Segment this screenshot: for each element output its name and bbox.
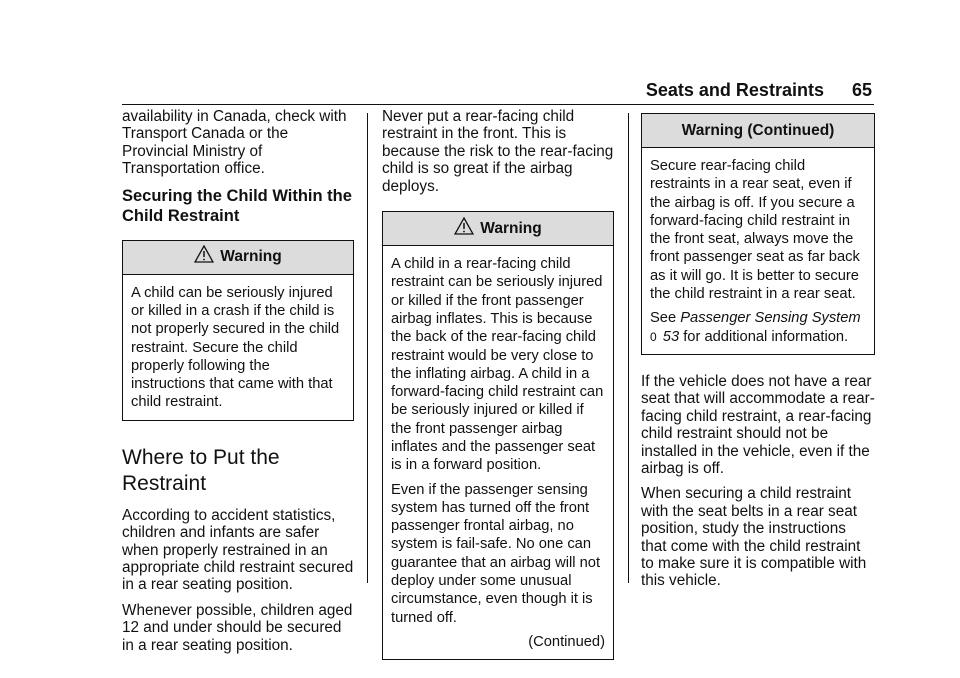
warning-body bbox=[383, 246, 613, 659]
continued-label: (Continued) bbox=[528, 633, 605, 650]
intro-paragraph: Never put a rear-facing child restraint in the front. This is because the risk to the rear-facing child is so great if the airbag deploys. bbox=[382, 108, 614, 195]
page-reference[interactable]: 53 bbox=[662, 328, 680, 345]
section-title: Seats and Restraints bbox=[645, 80, 824, 100]
passenger-sensing-link[interactable]: Passenger Sensing System bbox=[680, 310, 861, 327]
column-divider-2 bbox=[628, 113, 629, 583]
warning-header bbox=[123, 241, 353, 275]
warning-box bbox=[382, 211, 614, 660]
paragraph-statistics: According to accident statistics, children and infants are safer when properly restrained in an appropriate child restraint secured in a rear seating position. bbox=[122, 506, 354, 594]
column-2 bbox=[382, 108, 614, 660]
warning-box-continued bbox=[641, 113, 875, 355]
see-reference bbox=[650, 309, 866, 346]
warning-triangle-icon bbox=[454, 217, 474, 235]
warning-title: Warning bbox=[480, 219, 542, 237]
column-1 bbox=[122, 108, 354, 662]
warning-paragraph-1: Secure rear-facing child restraints in a rear seat, even if the airbag is off. If you secure a forward-facing child restraint in the front seat, always move the front passenger seat as far back as it will go. It is better to secure the child restraint in a rear seat. bbox=[650, 158, 860, 303]
warning-triangle-icon bbox=[194, 245, 214, 263]
intro-paragraph: availability in Canada, check with Transport Canada or the Provincial Ministry of Transportation office. bbox=[122, 108, 347, 178]
paragraph-age: Whenever possible, children aged 12 and under should be secured in a rear seating position. bbox=[122, 601, 353, 654]
warning-box bbox=[122, 240, 354, 421]
see-prefix: See bbox=[650, 310, 677, 327]
warning-title: Warning bbox=[220, 248, 282, 266]
warning-header bbox=[383, 212, 613, 246]
warning-body bbox=[123, 275, 353, 420]
warning-paragraph-2: Even if the passenger sensing system has turned off the front passenger frontal airbag, no system is fail-safe. No one can guarantee that an airbag will not deploy under some unusual circumstance, even though it is turned off. bbox=[391, 481, 601, 626]
subheading-securing-child: Securing the Child Within the Child Restraint bbox=[122, 186, 352, 225]
warning-body bbox=[642, 148, 874, 354]
page-reference-icon: 0 bbox=[650, 329, 657, 344]
warning-header bbox=[642, 114, 874, 148]
paragraph-securing-instructions: When securing a child restraint with the seat belts in a rear seat position, study the instructions that come with the child restraint to make sure it is compatible with this vehicle. bbox=[641, 485, 867, 590]
page-header bbox=[646, 80, 872, 101]
heading-where-to-put: Where to Put the Restraint bbox=[122, 445, 280, 495]
warning-text: A child can be seriously injured or killed in a crash if the child is not properly secured in the child restraint. Secure the child properly following the instructions that came with that child restraint. bbox=[131, 284, 340, 411]
see-suffix: for additional information. bbox=[683, 328, 849, 345]
column-divider-1 bbox=[367, 113, 368, 583]
header-rule bbox=[122, 104, 874, 105]
page-number: 65 bbox=[851, 80, 872, 100]
paragraph-no-rear-seat: If the vehicle does not have a rear seat that will accommodate a rear-facing child restraint, a rear-facing child restraint should not be installed in the vehicle, even if the airbag is off. bbox=[641, 372, 875, 477]
warning-title: Warning (Continued) bbox=[681, 121, 835, 139]
column-3 bbox=[641, 113, 875, 598]
warning-paragraph-1: A child in a rear-facing child restraint can be seriously injured or killed if the front passenger airbag inflates. This is because the back of the rear-facing child restraint would be very close to the inflating airbag. A child in a forward-facing child restraint can be seriously injured or killed if the front passenger airbag inflates and the passenger seat is in a forward position. bbox=[391, 256, 604, 474]
